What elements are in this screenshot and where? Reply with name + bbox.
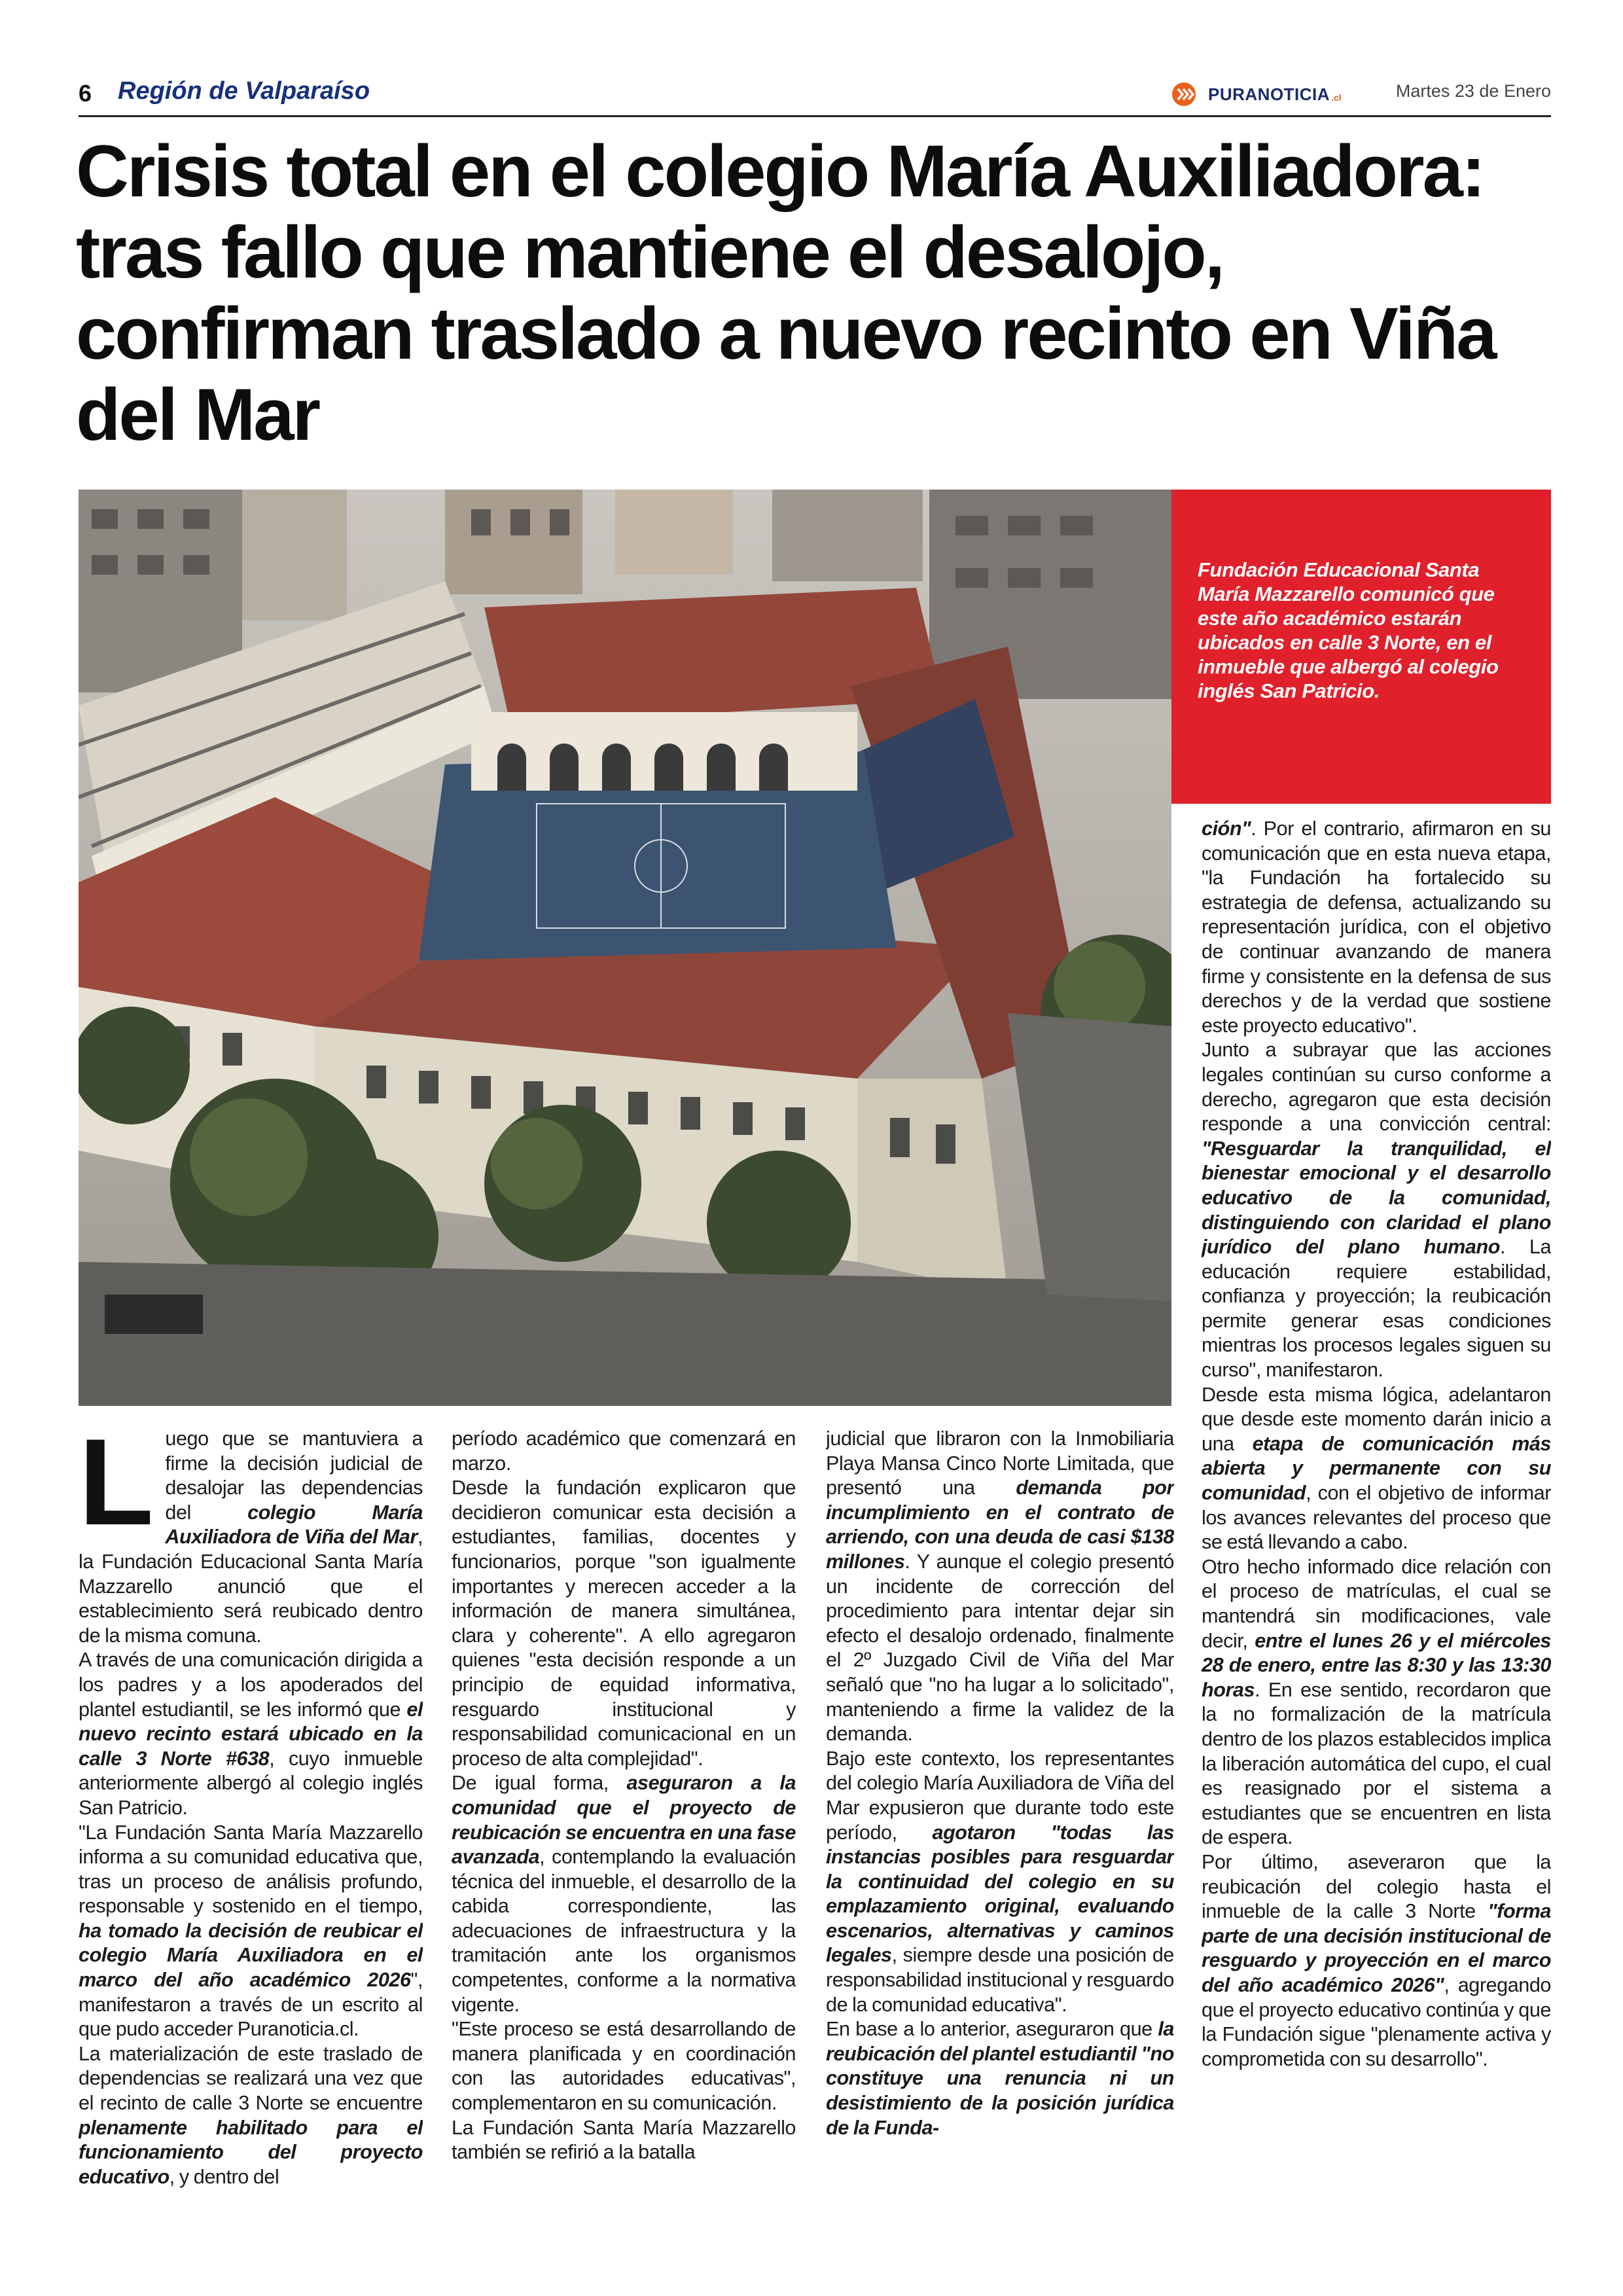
article-paragraph — [826, 1747, 1174, 2018]
article-column-4 — [1202, 817, 1551, 2215]
body-text: En base a lo anterior, aseguraron que — [826, 2018, 1158, 2041]
issue-date: Martes 23 de Enero — [1395, 81, 1551, 101]
emphasis-text: agotaron "todas las instancias posibles para resguardar la continuidad del colegio en su emplazamiento original, evaluando escenarios, alternativas y caminos legales — [826, 1821, 1174, 1967]
section-title: Región de Valparaíso — [118, 77, 370, 105]
emphasis-text: etapa de comunicación más abierta y permanente con su comunidad — [1202, 1432, 1551, 1505]
emphasis-text: "forma parte de una decisión institucional de resguardo y proyección en el marco del año académico 2026" — [1202, 1900, 1551, 1996]
article-paragraph — [452, 2116, 796, 2165]
article-column-2 — [452, 1427, 796, 2212]
body-text: , la Fundación Educacional Santa María Mazzarello anunció que el establecimiento será reubicado dentro de la misma comuna. — [79, 1526, 423, 1647]
emphasis-text: "Resguardar la tranquilidad, el bienestar emocional y el desarrollo educativo de la comunidad, distinguiendo con claridad el plano jurídico del plano humano — [1202, 1137, 1551, 1259]
article-paragraph — [826, 1427, 1174, 1747]
highlight-text: Fundación Educacional Santa María Mazzarello comunicó que este año académico estarán ubicados en calle 3 Norte, en el inmueble que albergó al colegio inglés San Patricio. — [1198, 558, 1499, 702]
body-text: Junto a subrayar que las acciones legales continúan su curso conforme a derecho, agregaron que esta decisión responde a una convicción central: — [1202, 1039, 1551, 1136]
body-text: , contemplando la evaluación técnica del inmueble, el desarrollo de la cabida correspondiente, las adecuaciones de infraestructura y la tramitación ante los organismos competentes, conforme a la normativa vigente. — [452, 1846, 796, 2016]
page-header — [79, 77, 1551, 115]
article-paragraph — [826, 2017, 1174, 2140]
emphasis-text: colegio María Auxiliadora de Viña del Mar — [165, 1501, 423, 1549]
article-paragraph — [1202, 1850, 1551, 2072]
article-paragraph — [452, 1476, 796, 1771]
body-text: Desde esta misma lógica, adelantaron que desde este momento darán inicio a una — [1202, 1383, 1551, 1455]
article-column-1 — [79, 1427, 423, 2212]
body-text: La materialización de este traslado de dependencias se realizará una vez que el recinto de calle 3 Norte se encuentre — [79, 2042, 423, 2115]
body-text: uego que se mantuviera a firme la decisión judicial de desalojar las dependencias del — [165, 1427, 423, 1524]
page-number: 6 — [79, 80, 92, 107]
body-text: . Por el contrario, afirmaron en su comunicación que en esta nueva etapa, "la Fundación ha fortalecido su estrategia de defensa, actualizando su representación jurídica, con el objetivo de continuar avanzando de manera firme y consistente en la defensa de sus derechos y de la verdad que sostiene este proyecto educativo". — [1202, 817, 1551, 1037]
school-aerial-photo — [79, 490, 1171, 1406]
body-text: , cuyo inmueble anteriormente albergó al colegio inglés San Patricio. — [79, 1747, 423, 1819]
body-text: , siempre desde una posición de responsabilidad institucional y resguardo de la comunidad educativa". — [826, 1944, 1174, 2016]
body-text: Por último, aseveraron que la reubicación del colegio hasta el inmueble de la calle 3 Norte — [1202, 1850, 1551, 1923]
emphasis-text: demanda por incumplimiento en el contrato de arriendo, con una deuda de casi $138 millones — [826, 1477, 1174, 1573]
emphasis-text: el nuevo recinto estará ubicado en la calle 3 Norte #638 — [79, 1698, 423, 1770]
brand-tld: .cl — [1331, 92, 1342, 103]
article-paragraph — [1202, 1383, 1551, 1555]
highlight-box — [1171, 490, 1551, 804]
body-text: La Fundación Santa María Mazzarello también se refirió a la batalla — [452, 2116, 796, 2164]
body-text: A través de una comunicación dirigida a los padres y a los apoderados del plantel estudiantil, se les informó que — [79, 1649, 423, 1721]
article-paragraph — [79, 2042, 423, 2190]
body-text: Bajo este contexto, los representantes del colegio María Auxiliadora de Viña del Mar expusieron que durante todo este período, — [826, 1747, 1174, 1844]
body-text: , agregando que el proyecto educativo continúa y que la Fundación sigue "plenamente activa y comprometida con su desarrollo". — [1202, 1973, 1551, 2070]
article-paragraph — [1202, 1555, 1551, 1850]
body-text: judicial que libraron con la Inmobiliaria Playa Mansa Cinco Norte Limitada, que presentó una — [826, 1427, 1174, 1499]
article-paragraph — [79, 1648, 423, 1820]
headline: Crisis total en el colegio María Auxiliadora: tras fallo que mantiene el desalojo, confirman traslado a nuevo recinto en Viña del Mar — [76, 130, 1495, 456]
body-text: período académico que comenzará en marzo. — [452, 1427, 796, 1475]
header-rule — [79, 115, 1551, 117]
body-text: . Y aunque el colegio presentó un incidente de corrección del procedimiento para intentar dejar sin efecto el desalojo ordenado, finalmente el 2º Juzgado Civil de Viña del Mar señaló que "no ha lugar a lo solicitado", manteniendo a firme la validez de la demanda. — [826, 1550, 1174, 1746]
body-text: "La Fundación Santa María Mazzarello informa a su comunidad educativa que, tras un proceso de análisis profundo, responsable y sostenido en el tiempo, — [79, 1821, 423, 1918]
emphasis-text: ción" — [1202, 817, 1251, 840]
body-text: De igual forma, — [452, 1772, 627, 1795]
brand-name: PURANOTICIA — [1208, 84, 1330, 104]
emphasis-text: la reubicación del plantel estudiantil "no constituye una renuncia ni un desistimiento de la posición jurídica de la Funda- — [826, 2018, 1174, 2139]
body-text: Desde la fundación explicaron que decidieron comunicar esta decisión a estudiantes, familias, docentes y funcionarios, porque "son igualmente importantes y merecen acceder a la información de manera simultánea, clara y coherente". A ello agregaron quienes "esta decisión responde a un principio de equidad informativa, resguardo institucional y responsabilidad comunicacional en un proceso de alta complejidad". — [452, 1477, 796, 1770]
body-text: "Este proceso se está desarrollando de manera planificada y en coordinación con las autoridades educativas", complementaron en su comunicación. — [452, 2018, 796, 2115]
drop-cap: L — [79, 1427, 154, 1551]
double-chevron-icon — [1171, 82, 1202, 107]
article-paragraph — [452, 1427, 796, 1476]
article-paragraph — [452, 1771, 796, 2017]
emphasis-text: ha tomado la decisión de reubicar el colegio María Auxiliadora en el marco del año académico 2026 — [79, 1919, 423, 1992]
article-column-3 — [826, 1427, 1174, 2212]
body-text: . La educación requiere estabilidad, confianza y proyección; la reubicación permite generar esas condiciones mientras los procesos legales siguen su curso", manifestaron. — [1202, 1236, 1551, 1382]
article-paragraph — [79, 1821, 423, 2042]
emphasis-text: aseguraron a la comunidad que el proyecto de reubicación se encuentra en una fase avanzada — [452, 1772, 796, 1869]
brand-logo — [1171, 79, 1342, 110]
article-paragraph — [452, 2017, 796, 2115]
body-text: , y dentro del — [169, 2165, 279, 2188]
emphasis-text: plenamente habilitado para el funcionamiento del proyecto educativo — [79, 2116, 423, 2188]
body-text: Otro hecho informado dice relación con el proceso de matrículas, el cual se mantendrá sin modificaciones, vale decir, — [1202, 1555, 1551, 1652]
body-text: . En ese sentido, recordaron que la no formalización de la matrícula dentro de los plazos establecidos implica la liberación automática del cupo, el cual es reasignado por el sistema a estudiantes que se encuentren en lista de espera. — [1202, 1678, 1551, 1849]
emphasis-text: entre el lunes 26 y el miércoles 28 de enero, entre las 8:30 y las 13:30 horas — [1202, 1629, 1551, 1701]
body-text: , con el objetivo de informar los avances relevantes del proceso que se está llevando a cabo. — [1202, 1482, 1551, 1554]
article-paragraph — [1202, 1038, 1551, 1382]
article-paragraph — [1202, 817, 1551, 1038]
body-text: ", manifestaron a través de un escrito al que pudo acceder Puranoticia.cl. — [79, 1969, 423, 2041]
